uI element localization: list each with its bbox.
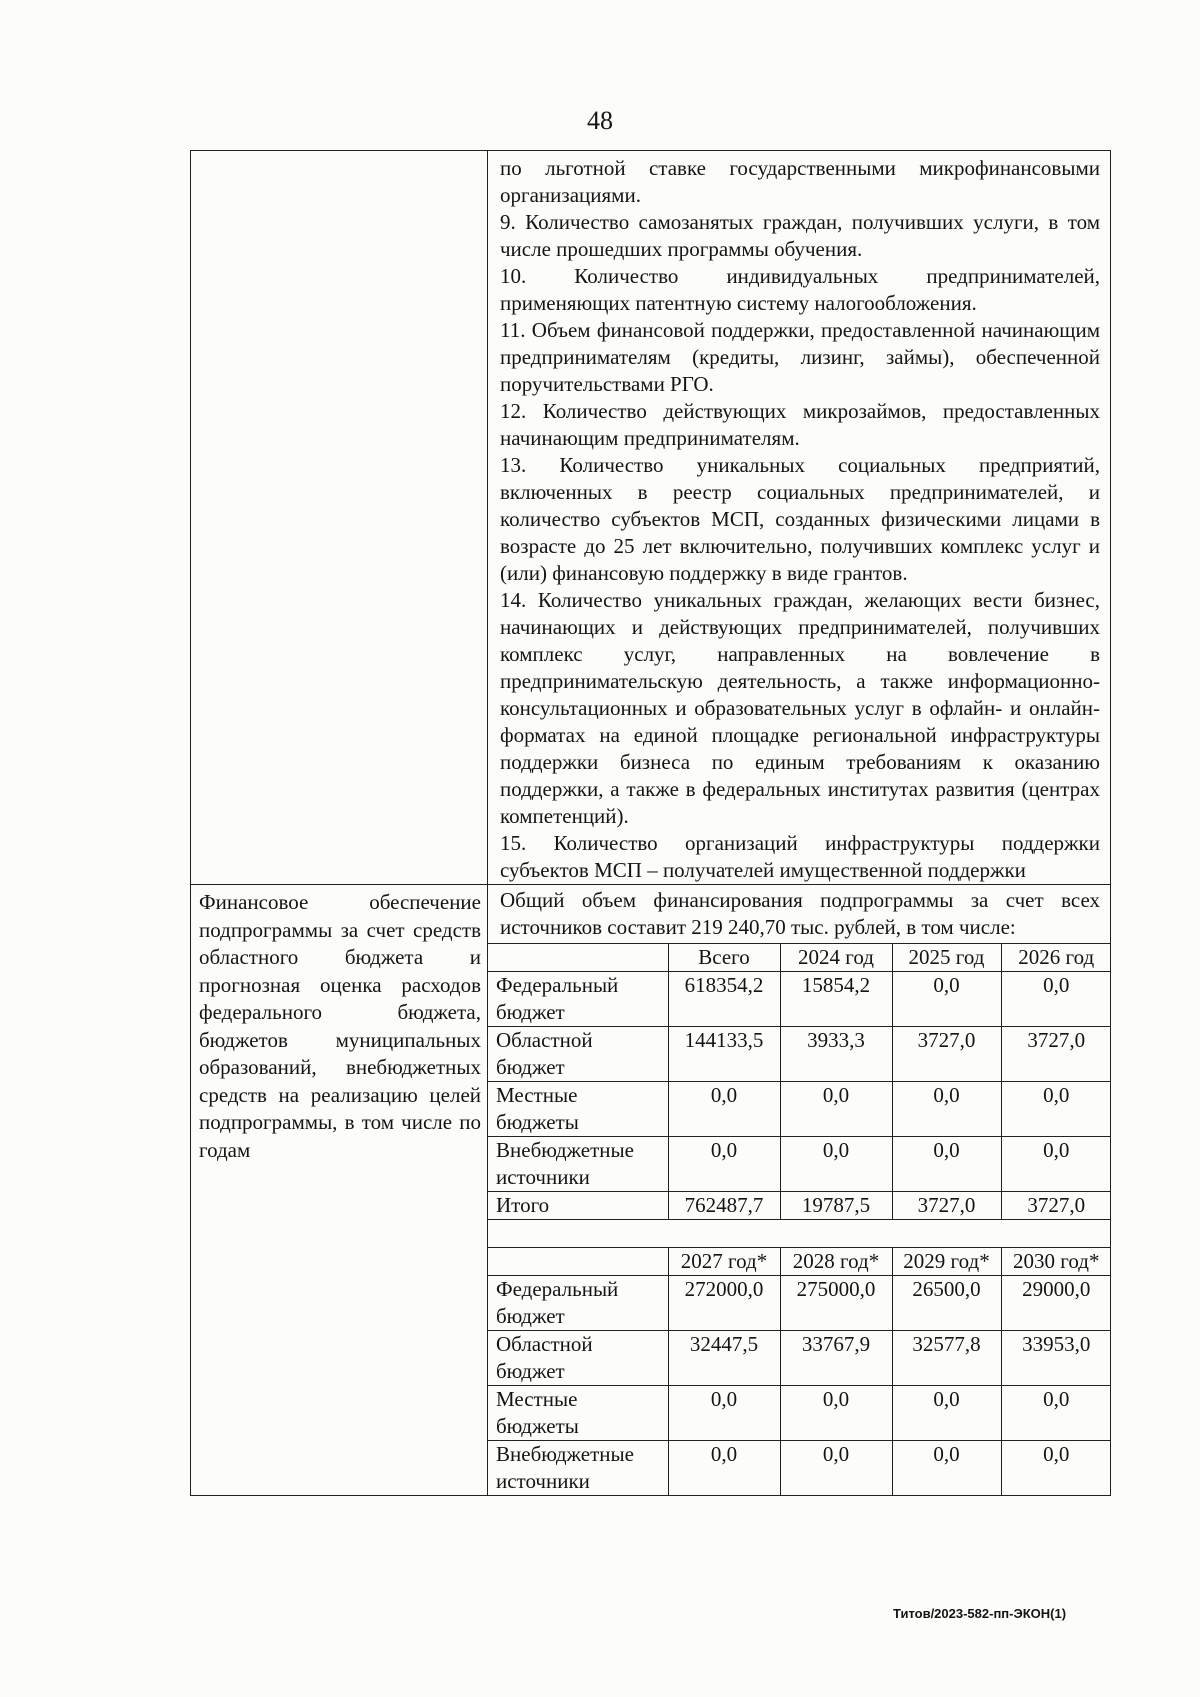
table-total-row bbox=[488, 1192, 1111, 1220]
header-cell bbox=[488, 1248, 668, 1276]
page-number: 48 bbox=[587, 106, 613, 135]
indicators-label-cell bbox=[191, 151, 488, 885]
indicator-item: 13. Количество уникальных социальных предприятий, включенных в реестр социальных предпринимателей, и количество субъектов МСП, созданных физическими лицами в возрасте до 25 лет включительно, получивших комплекс услуг и (или) финансовую поддержку в виде грантов. bbox=[500, 453, 1100, 585]
table-cell: 0,0 bbox=[780, 1082, 892, 1137]
table-row bbox=[488, 1137, 1111, 1192]
table-cell: 3933,3 bbox=[780, 1027, 892, 1082]
table-cell: 15854,2 bbox=[780, 972, 892, 1027]
table-cell: 0,0 bbox=[1001, 1082, 1111, 1137]
table-cell: 0,0 bbox=[668, 1386, 780, 1441]
header-cell: 2026 год bbox=[1001, 944, 1111, 972]
table-cell: 33953,0 bbox=[1001, 1331, 1111, 1386]
header-cell bbox=[488, 944, 668, 972]
table-cell: 26500,0 bbox=[892, 1276, 1001, 1331]
finance-content-cell bbox=[488, 885, 1111, 1496]
table-cell: 0,0 bbox=[668, 1137, 780, 1192]
table-cell: 0,0 bbox=[892, 1386, 1001, 1441]
table-row bbox=[488, 1027, 1111, 1082]
spacer-cell bbox=[488, 1220, 1111, 1248]
header-cell: 2028 год* bbox=[780, 1248, 892, 1276]
table-cell: 0,0 bbox=[780, 1386, 892, 1441]
finance-intro: Общий объем финансирования подпрограммы за счет всех источников составит 219 240,70 тыс. рублей, в том числе: bbox=[500, 888, 1100, 939]
subprogram-passport-table bbox=[190, 150, 1111, 1496]
table-cell: 0,0 bbox=[1001, 1386, 1111, 1441]
row-label: Итого bbox=[488, 1192, 668, 1220]
table-cell: 3727,0 bbox=[1001, 1192, 1111, 1220]
table-cell: 3727,0 bbox=[1001, 1027, 1111, 1082]
table-row bbox=[488, 1441, 1111, 1496]
finance-table bbox=[488, 943, 1111, 1495]
indicator-item: 11. Объем финансовой поддержки, предоставленной начинающим предпринимателям (кредиты, лизинг, займы), обеспеченной поручительствами РГО. bbox=[500, 318, 1100, 396]
table-cell: 618354,2 bbox=[668, 972, 780, 1027]
indicators-list-cell bbox=[488, 151, 1111, 885]
table-cell: 275000,0 bbox=[780, 1276, 892, 1331]
table-row bbox=[488, 1082, 1111, 1137]
table-cell: 272000,0 bbox=[668, 1276, 780, 1331]
indicator-item: 15. Количество организаций инфраструктуры поддержки субъектов МСП – получателей имущественной поддержки bbox=[500, 831, 1100, 882]
table-cell: 3727,0 bbox=[892, 1192, 1001, 1220]
finance-row bbox=[191, 885, 1111, 1496]
header-cell: 2029 год* bbox=[892, 1248, 1001, 1276]
row-label: Местные бюджеты bbox=[488, 1386, 668, 1441]
table-cell: 32577,8 bbox=[892, 1331, 1001, 1386]
row-label: Местные бюджеты bbox=[488, 1082, 668, 1137]
table-spacer-row bbox=[488, 1220, 1111, 1248]
header-cell: 2024 год bbox=[780, 944, 892, 972]
indicator-item: 14. Количество уникальных граждан, желающих вести бизнес, начинающих и действующих предпринимателей, получивших комплекс услуг, направленных на вовлечение в предпринимательскую деятельность, а также информационно-консультационных и образовательных услуг в офлайн- и онлайн-форматах на единой площадке региональной инфраструктуры поддержки бизнеса по единым требованиям к оказанию поддержки, а также в федеральных институтах развития (центрах компетенций). bbox=[500, 588, 1100, 828]
document-code-footer: Титов/2023-582-пп-ЭКОН(1) bbox=[893, 1606, 1067, 1621]
table-cell: 3727,0 bbox=[892, 1027, 1001, 1082]
table-cell: 0,0 bbox=[1001, 972, 1111, 1027]
indicator-item: 10. Количество индивидуальных предпринимателей, применяющих патентную систему налогообложения. bbox=[500, 264, 1100, 315]
table-row bbox=[488, 1331, 1111, 1386]
finance-label: Финансовое обеспечение подпрограммы за счет средств областного бюджета и прогнозная оценка расходов федерального бюджета, бюджетов муниципальных образований, внебюджетных средств на реализацию целей подпрограммы, в том числе по годам bbox=[191, 885, 488, 1496]
table-cell: 0,0 bbox=[668, 1082, 780, 1137]
indicator-item: 12. Количество действующих микрозаймов, предоставленных начинающим предпринимателям. bbox=[500, 399, 1100, 450]
table-cell: 0,0 bbox=[892, 972, 1001, 1027]
table-cell: 0,0 bbox=[1001, 1441, 1111, 1496]
table-header-row bbox=[488, 1248, 1111, 1276]
table-cell: 762487,7 bbox=[668, 1192, 780, 1220]
table-cell: 0,0 bbox=[892, 1082, 1001, 1137]
table-cell: 29000,0 bbox=[1001, 1276, 1111, 1331]
table-row bbox=[488, 1386, 1111, 1441]
table-row bbox=[488, 972, 1111, 1027]
indicators-row bbox=[191, 151, 1111, 885]
table-cell: 19787,5 bbox=[780, 1192, 892, 1220]
table-cell: 0,0 bbox=[1001, 1137, 1111, 1192]
indicator-item: по льготной ставке государственными микрофинансовыми организациями. bbox=[500, 156, 1100, 207]
table-cell: 144133,5 bbox=[668, 1027, 780, 1082]
table-row bbox=[488, 1276, 1111, 1331]
row-label: Внебюджетные источники bbox=[488, 1137, 668, 1192]
row-label: Внебюджетные источники bbox=[488, 1441, 668, 1496]
header-cell: 2030 год* bbox=[1001, 1248, 1111, 1276]
header-cell: 2027 год* bbox=[668, 1248, 780, 1276]
indicator-item: 9. Количество самозанятых граждан, получивших услуги, в том числе прошедших программы обучения. bbox=[500, 210, 1100, 261]
row-label: Федеральный бюджет bbox=[488, 1276, 668, 1331]
table-cell: 0,0 bbox=[780, 1441, 892, 1496]
table-cell: 32447,5 bbox=[668, 1331, 780, 1386]
table-cell: 33767,9 bbox=[780, 1331, 892, 1386]
row-label: Областной бюджет bbox=[488, 1027, 668, 1082]
header-cell: 2025 год bbox=[892, 944, 1001, 972]
table-cell: 0,0 bbox=[892, 1441, 1001, 1496]
table-header-row bbox=[488, 944, 1111, 972]
header-cell: Всего bbox=[668, 944, 780, 972]
table-cell: 0,0 bbox=[668, 1441, 780, 1496]
table-cell: 0,0 bbox=[780, 1137, 892, 1192]
table-cell: 0,0 bbox=[892, 1137, 1001, 1192]
row-label: Областной бюджет bbox=[488, 1331, 668, 1386]
row-label: Федеральный бюджет bbox=[488, 972, 668, 1027]
